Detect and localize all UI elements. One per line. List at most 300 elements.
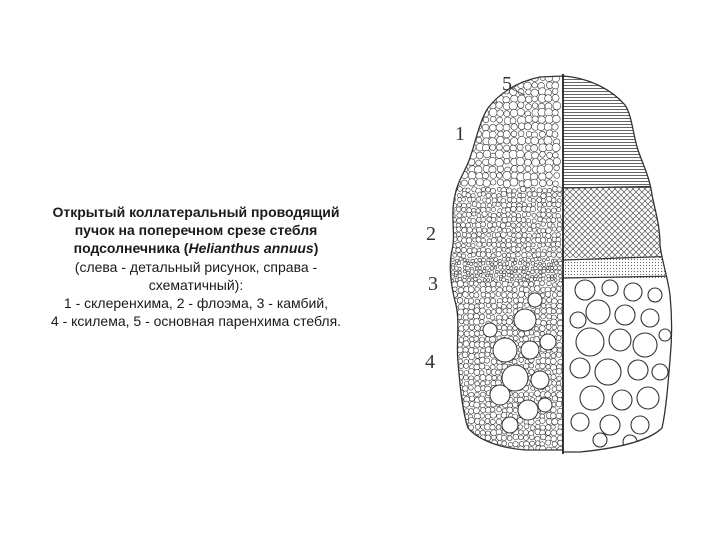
cell <box>511 95 518 102</box>
cell <box>557 429 563 435</box>
schematic-vessel <box>575 280 595 300</box>
cell <box>442 188 447 193</box>
schematic-vessel <box>641 309 659 327</box>
cell <box>527 223 531 227</box>
cell <box>470 110 476 116</box>
cell <box>540 281 545 286</box>
cell <box>452 396 458 402</box>
cell <box>536 364 541 369</box>
cell <box>513 336 518 341</box>
cell <box>556 385 562 391</box>
cell <box>491 303 497 309</box>
cell <box>539 173 547 181</box>
cell <box>482 274 486 278</box>
cell <box>557 376 562 381</box>
cell <box>553 181 559 187</box>
cell <box>461 244 465 248</box>
label-1: 1 <box>455 123 465 145</box>
cell <box>443 247 448 252</box>
cell <box>516 238 521 243</box>
cell <box>547 180 553 186</box>
cell <box>442 252 446 256</box>
cell <box>535 441 540 446</box>
cell <box>481 407 486 412</box>
cell <box>441 292 447 298</box>
cell <box>463 436 468 441</box>
cell <box>464 382 469 387</box>
cell <box>500 223 506 229</box>
cell <box>554 266 558 270</box>
cell <box>524 159 531 166</box>
cell <box>480 252 486 258</box>
cell <box>556 309 562 315</box>
cell <box>475 446 480 451</box>
cell <box>452 419 458 425</box>
cell <box>511 237 515 241</box>
cell <box>514 262 517 265</box>
cell <box>470 270 474 274</box>
cell <box>552 95 559 102</box>
cell <box>525 166 531 172</box>
cell <box>474 402 480 408</box>
cell <box>458 271 461 274</box>
cell <box>458 267 461 270</box>
cell <box>456 242 461 247</box>
cell <box>469 379 475 385</box>
cell <box>539 326 545 332</box>
cell <box>469 368 475 374</box>
cell <box>455 88 462 95</box>
cell <box>541 320 547 326</box>
cell <box>458 424 464 430</box>
cell <box>504 111 510 117</box>
cell <box>454 110 462 118</box>
cell <box>490 412 496 418</box>
cell <box>511 223 516 228</box>
cell <box>495 150 503 158</box>
cell <box>447 302 453 308</box>
cell <box>453 440 459 446</box>
cell <box>452 385 458 391</box>
cell <box>483 96 490 103</box>
cell <box>457 403 463 409</box>
cell <box>527 227 532 232</box>
cell <box>448 124 454 130</box>
cell <box>541 222 545 226</box>
cell <box>461 75 468 82</box>
cell <box>516 227 521 232</box>
cell <box>471 233 476 238</box>
cell <box>474 369 480 375</box>
cell <box>446 172 454 180</box>
cell <box>524 424 529 429</box>
cell <box>469 447 474 452</box>
cell <box>558 192 562 196</box>
cell <box>469 138 475 144</box>
cell <box>467 243 471 247</box>
cell <box>461 254 465 258</box>
cell <box>490 188 495 193</box>
cell <box>541 314 546 319</box>
schematic-vessel <box>602 280 618 296</box>
cell <box>468 348 474 354</box>
cell <box>448 293 453 298</box>
cell <box>452 413 458 419</box>
cell <box>501 435 506 440</box>
cell <box>507 436 512 441</box>
cell <box>448 403 453 408</box>
cell <box>442 237 446 241</box>
cell <box>510 278 513 281</box>
cell <box>441 309 447 315</box>
cell <box>477 96 484 103</box>
cell <box>463 292 469 298</box>
cell <box>534 391 540 397</box>
cell <box>517 73 525 81</box>
cell <box>529 282 534 287</box>
cell <box>551 198 556 203</box>
cell <box>544 137 552 145</box>
cell <box>475 375 480 380</box>
xylem-vessel <box>514 309 536 331</box>
cell <box>526 267 529 270</box>
cell <box>524 82 532 90</box>
cell <box>442 304 448 310</box>
cell <box>446 309 451 314</box>
cell <box>442 117 449 124</box>
cell <box>546 419 552 425</box>
cell <box>502 330 508 336</box>
caption-title-suffix: ) <box>313 240 319 257</box>
cell <box>442 385 448 391</box>
cell <box>523 281 529 287</box>
cell <box>552 82 559 89</box>
cell <box>526 238 530 242</box>
cell <box>480 447 486 453</box>
cell <box>441 430 446 435</box>
cell <box>480 320 484 324</box>
cell <box>534 280 540 286</box>
cell <box>467 278 471 282</box>
cell <box>485 435 491 441</box>
cell <box>494 273 498 277</box>
cell <box>553 115 561 123</box>
cell <box>487 279 490 282</box>
cell <box>538 116 545 123</box>
cell <box>529 331 534 336</box>
cell <box>478 279 482 283</box>
cell <box>557 218 561 222</box>
cell <box>466 212 471 217</box>
cell <box>458 359 462 363</box>
cell <box>448 424 453 429</box>
xylem-vessel <box>502 417 518 433</box>
cell <box>541 277 545 281</box>
cell <box>475 325 481 331</box>
cell <box>557 287 562 292</box>
cell <box>527 212 531 216</box>
cell <box>552 143 560 151</box>
cell <box>442 232 447 237</box>
cell <box>542 269 546 273</box>
cell <box>447 193 452 198</box>
cell <box>486 370 491 375</box>
cell <box>478 266 481 269</box>
cell <box>485 358 490 363</box>
cell <box>503 171 511 179</box>
cell <box>530 278 534 282</box>
cell <box>501 293 506 298</box>
cell <box>547 188 551 192</box>
cell <box>512 233 516 237</box>
cell <box>545 425 551 431</box>
cell <box>458 187 463 192</box>
cell <box>547 218 551 222</box>
cell <box>529 392 534 397</box>
cell <box>497 407 502 412</box>
cell <box>527 258 531 262</box>
cell <box>474 308 480 314</box>
cell <box>446 259 449 262</box>
cell <box>471 274 474 277</box>
cell <box>447 158 455 166</box>
schematic-vessel <box>609 329 631 351</box>
cell <box>543 203 547 207</box>
cell <box>532 213 536 217</box>
schematic-vessel <box>633 333 657 357</box>
cell <box>498 228 502 232</box>
cell <box>476 197 480 201</box>
cell <box>483 180 490 187</box>
cell <box>517 223 521 227</box>
cell <box>479 314 484 319</box>
cell <box>487 233 491 237</box>
cell <box>518 102 524 108</box>
cell <box>492 375 497 380</box>
cell <box>513 392 518 397</box>
cell <box>441 197 446 202</box>
schematic-vessel <box>595 359 621 385</box>
cell <box>496 308 502 314</box>
cell <box>441 109 449 117</box>
cell <box>517 207 522 212</box>
cell <box>451 271 454 274</box>
cell <box>474 348 479 353</box>
cell <box>457 213 462 218</box>
cell <box>544 164 552 172</box>
cell <box>551 218 556 223</box>
cell <box>536 223 540 227</box>
cell <box>440 129 448 137</box>
cell <box>547 314 552 319</box>
cell <box>506 248 510 252</box>
cell <box>559 279 562 282</box>
cell <box>540 238 545 243</box>
cell <box>447 398 452 403</box>
cell <box>496 124 503 131</box>
cell <box>518 261 522 265</box>
cell <box>481 234 485 238</box>
cell <box>490 172 496 178</box>
cell <box>448 109 454 115</box>
label-2: 2 <box>426 223 436 245</box>
cell <box>442 287 447 292</box>
cell <box>551 353 556 358</box>
cell <box>446 224 450 228</box>
cell <box>525 115 532 122</box>
cell <box>446 298 452 304</box>
cell <box>446 207 451 212</box>
cell <box>457 431 462 436</box>
cell <box>476 160 482 166</box>
cell <box>546 242 551 247</box>
cell <box>468 74 475 81</box>
cell <box>490 407 495 412</box>
cell <box>464 375 469 380</box>
cell <box>556 352 561 357</box>
cell <box>501 232 507 238</box>
cell <box>491 254 495 258</box>
cell <box>550 270 553 273</box>
cell <box>445 269 449 273</box>
cell <box>517 109 524 116</box>
cell <box>483 150 491 158</box>
cell <box>510 274 514 278</box>
cell <box>467 102 475 110</box>
cell <box>490 316 495 321</box>
cell <box>550 263 553 266</box>
cell <box>556 401 562 407</box>
cell <box>531 137 539 145</box>
cell <box>461 180 467 186</box>
cell <box>474 263 478 267</box>
cell <box>540 446 546 452</box>
cell <box>513 282 518 287</box>
cell <box>490 267 493 270</box>
cell <box>550 358 556 364</box>
cell <box>446 232 451 237</box>
cell <box>447 418 452 423</box>
cell <box>474 319 480 325</box>
cell <box>439 87 447 95</box>
cell <box>501 191 507 197</box>
label-5: 5 <box>502 73 512 95</box>
cell <box>472 229 476 233</box>
cell <box>491 217 496 222</box>
cell <box>447 203 452 208</box>
cell <box>447 353 453 359</box>
cell <box>479 303 484 308</box>
cell <box>557 436 562 441</box>
cell <box>459 413 464 418</box>
cell <box>488 204 492 208</box>
cell <box>486 193 491 198</box>
cell <box>507 304 512 309</box>
cell <box>531 223 536 228</box>
cell <box>480 375 486 381</box>
cell <box>541 303 546 308</box>
cell <box>552 193 557 198</box>
cell <box>496 282 501 287</box>
cell <box>496 144 502 150</box>
cell <box>462 207 466 211</box>
cell <box>448 89 454 95</box>
cell <box>532 152 539 159</box>
cell <box>458 293 462 297</box>
cell <box>448 321 453 326</box>
cell <box>542 263 545 266</box>
cell <box>510 253 515 258</box>
cell <box>536 425 541 430</box>
cell <box>475 424 480 429</box>
cell <box>540 418 546 424</box>
cell <box>512 293 517 298</box>
cell <box>496 102 503 109</box>
cell <box>469 353 475 359</box>
cell <box>491 207 495 211</box>
cell <box>516 247 521 252</box>
cell <box>490 270 494 274</box>
cell <box>527 192 532 197</box>
cell <box>523 364 528 369</box>
cell <box>441 212 446 217</box>
cell <box>523 262 527 266</box>
cell <box>547 152 553 158</box>
cell <box>474 282 479 287</box>
xylem-vessel <box>518 400 538 420</box>
schematic-vessel <box>600 415 620 435</box>
cell <box>523 172 531 180</box>
cell <box>480 441 486 447</box>
cell <box>448 151 455 158</box>
cell <box>483 117 489 123</box>
cell <box>481 222 486 227</box>
cell <box>468 287 474 293</box>
cell <box>526 89 532 95</box>
cell <box>452 447 457 452</box>
xylem-vessel <box>493 338 517 362</box>
cell <box>531 207 536 212</box>
cell <box>546 325 551 330</box>
cell <box>459 364 464 369</box>
cell <box>474 440 480 446</box>
cell <box>553 283 557 287</box>
cell <box>557 227 562 232</box>
cell <box>479 270 482 273</box>
cell <box>440 144 448 152</box>
cell <box>523 430 528 435</box>
cell <box>483 269 486 272</box>
cell <box>497 447 502 452</box>
cell <box>502 238 506 242</box>
cell <box>445 380 451 386</box>
cell <box>539 180 546 187</box>
cell <box>544 123 552 131</box>
xylem-vessel <box>483 323 497 337</box>
cell <box>516 233 522 239</box>
cell <box>442 259 445 262</box>
cell <box>461 102 469 110</box>
cell <box>519 358 524 363</box>
cell <box>462 440 468 446</box>
cell <box>502 202 508 208</box>
cell <box>472 248 477 253</box>
cell <box>442 193 446 197</box>
cell <box>485 352 490 357</box>
cell <box>486 309 491 314</box>
cell <box>460 87 468 95</box>
cell <box>455 103 461 109</box>
